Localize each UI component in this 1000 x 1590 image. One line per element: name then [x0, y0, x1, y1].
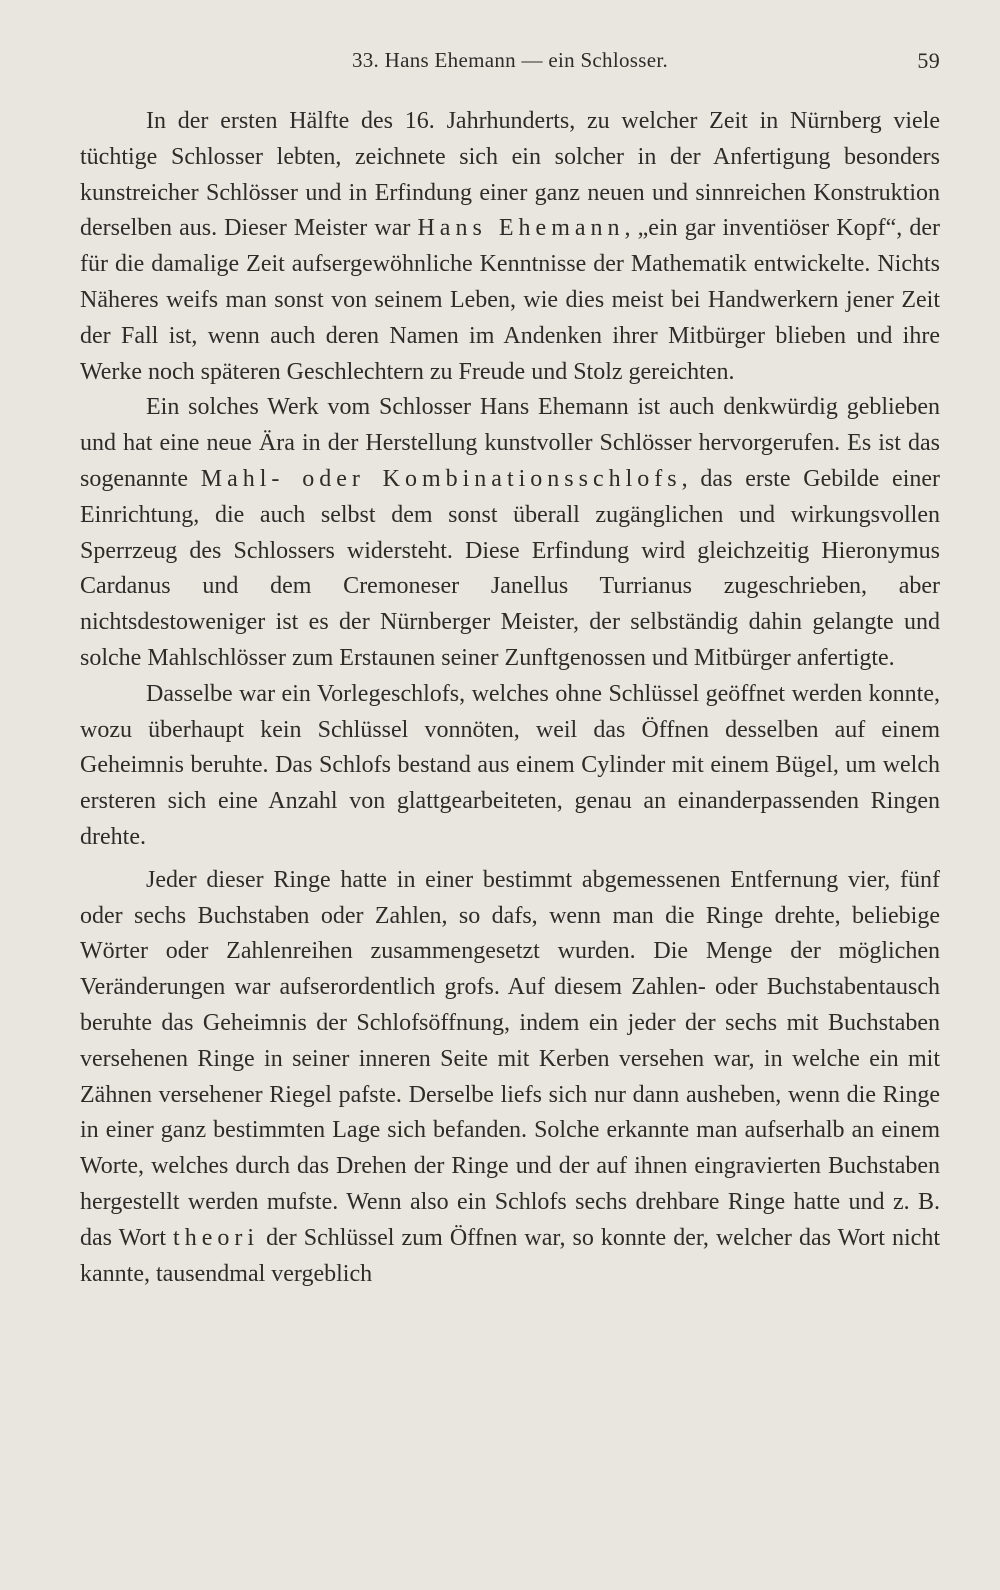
spaced-word: theori	[173, 1224, 260, 1251]
spaced-name: Hans Ehemann	[417, 215, 625, 242]
paragraph: Jeder dieser Ringe hatte in einer bestimmt abgemessenen Entfernung vier, fünf oder sechs Buchstaben oder Zahlen, so dafs, wenn man die Ringe drehte, beliebige Wörter oder Zahlenreihen zusammengesetzt wurden. Die Menge der möglichen Veränderungen war aufserordentlich grofs. Auf diesem Zahlen- oder Buchstabentausch beruhte das Geheimnis der Schlofsöffnung, indem ein jeder der sechs mit Buchstaben versehenen Ringe in seiner inneren Seite mit Kerben versehen war, in welche ein mit Zähnen versehener Riegel pafste. Derselbe liefs sich nur dann ausheben, wenn die Ringe in einer ganz bestimmten Lage sich befanden. Solche erkannte man aufserhalb an einem Worte, welches durch das Drehen der Ringe und der auf ihnen eingravierten Buchstaben hergestellt werden mufste. Wenn also ein Schlofs sechs drehbare Ringe hatte und z. B. das Wort theori der Schlüssel zum Öffnen war, so konnte der, welcher das Wort nicht kannte, tausendmal vergeblich	[80, 866, 940, 1287]
paragraph: Ein solches Werk vom Schlosser Hans Ehemann ist auch denkwürdig geblieben und hat eine neue Ära in der Herstellung kunstvoller Schlösser hervorgerufen. Es ist das sogenannte Mahl- oder Kombinationsschlofs, das erste Gebilde einer Einrichtung, die auch selbst dem sonst überall zugänglichen und wirkungsvollen Sperrzeug des Schlossers widersteht. Diese Erfindung wird gleichzeitig Hieronymus Cardanus und dem Cremoneser Janellus Turrianus zugeschrieben, aber nichtsdestoweniger ist es der Nürnberger Meister, der selbständig dahin gelangte und solche Mahlschlösser zum Erstaunen seiner Zunftgenossen und Mitbürger anfertigte.	[80, 394, 941, 671]
paragraph: In der ersten Hälfte des 16. Jahrhunderts, zu welcher Zeit in Nürnberg viele tüchtige Schlosser lebten, zeichnete sich ein solcher in der Anfertigung besonders kunstreicher Schlösser und in Erfindung einer ganz neuen und sinnreichen Konstruktion derselben aus. Dieser Meister war Hans Ehemann, „ein gar inventiöser Kopf“, der für die damalige Zeit aufsergewöhnliche Kenntnisse der Mathematik entwickelte. Nichts Näheres weifs man sonst von seinem Leben, wie dies meist bei Handwerkern jener Zeit der Fall ist, wenn auch deren Namen im Andenken ihrer Mitbürger blieben und ihre Werke noch späteren Geschlechtern zu Freude und Stolz gereichten.	[80, 108, 940, 385]
page-number: 59	[917, 48, 940, 73]
paragraph: Dasselbe war ein Vorlegeschlofs, welches ohne Schlüssel geöffnet werden konnte, wozu überhaupt kein Schlüssel vonnöten, weil das Öffnen desselben auf einem Geheimnis beruhte. Das Schlofs bestand aus einem Cylinder mit einem Bügel, um welch ersteren sich eine Anzahl von glattgearbeiteten, genau an einanderpassenden Ringen drehte.	[80, 680, 940, 850]
spaced-term: Mahl- oder Kombinationsschlofs	[200, 465, 682, 492]
header-title: 33. Hans Ehemann — ein Schlosser.	[351, 48, 669, 72]
body-text	[80, 104, 940, 1292]
running-header	[80, 48, 940, 78]
